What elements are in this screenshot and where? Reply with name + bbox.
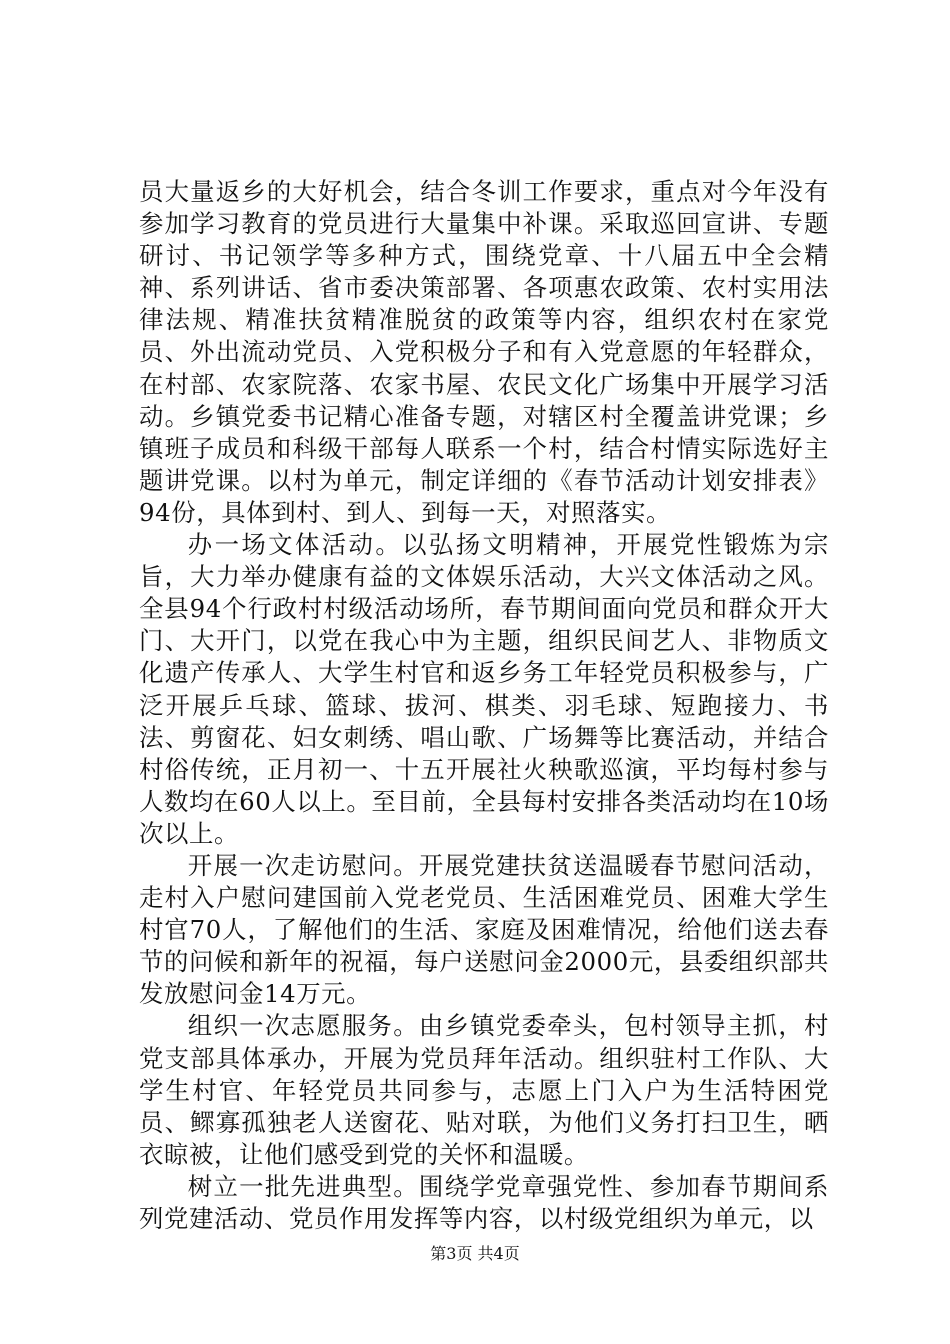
- page-number-footer: 第3页 共4页: [430, 1244, 520, 1263]
- paragraph-advanced-models: 树立一批先进典型。围绕学党章强党性、参加春节期间系列党建活动、党员作用发挥等内容，以村级党组织为单元，以: [139, 1171, 829, 1233]
- paragraph-visiting-condolence: 开展一次走访慰问。开展党建扶贫送温暖春节慰问活动，走村入户慰问建国前入党老党员、生活困难党员、困难大学生村官70人，了解他们的生活、家庭及困难情况，给他们送去春节的问候和新年的祝福，每户送慰问金2000元，县委组织部共发放慰问金14万元。: [139, 850, 829, 1009]
- paragraph-volunteer-service: 组织一次志愿服务。由乡镇党委牵头，包村领导主抓，村党支部具体承办，开展为党员拜年活动。组织驻村工作队、大学生村官、年轻党员共同参与，志愿上门入户为生活特困党员、鳏寡孤独老人送窗花、贴对联，为他们义务打扫卫生，晒衣晾被，让他们感受到党的关怀和温暖。: [139, 1011, 829, 1169]
- paragraph-continuation: 员大量返乡的大好机会，结合冬训工作要求，重点对今年没有参加学习教育的党员进行大量集中补课。采取巡回宣讲、专题研讨、书记领学等多种方式，围绕党章、十八届五中全会精神、系列讲话、省市委决策部署、各项惠农政策、农村实用法律法规、精准扶贫精准脱贫的政策等内容，组织农村在家党员、外出流动党员、入党积极分子和有入党意愿的年轻群众，在村部、农家院落、农家书屋、农民文化广场集中开展学习活动。乡镇党委书记精心准备专题，对辖区村全覆盖讲党课；乡镇班子成员和科级干部每人联系一个村，结合村情实际选好主题讲党课。以村为单元，制定详细的《春节活动计划安排表》94份，具体到村、到人、到每一天，对照落实。: [139, 177, 829, 527]
- paragraph-cultural-sports-activity: 办一场文体活动。以弘扬文明精神，开展党性锻炼为宗旨，大力举办健康有益的文体娱乐活动，大兴文体活动之风。全县94个行政村村级活动场所，春节期间面向党员和群众开大门、大开门，以党在我心中为主题，组织民间艺人、非物质文化遗产传承人、大学生村官和返乡务工年轻党员积极参与，广泛开展乒乓球、篮球、拔河、棋类、羽毛球、短跑接力、书法、剪窗花、妇女刺绣、唱山歌、广场舞等比赛活动，并结合村俗传统，正月初一、十五开展社火秧歌巡演，平均每村参与人数均在60人以上。至目前，全县每村安排各类活动均在10场次以上。: [139, 530, 829, 848]
- document-body: [139, 176, 829, 1235]
